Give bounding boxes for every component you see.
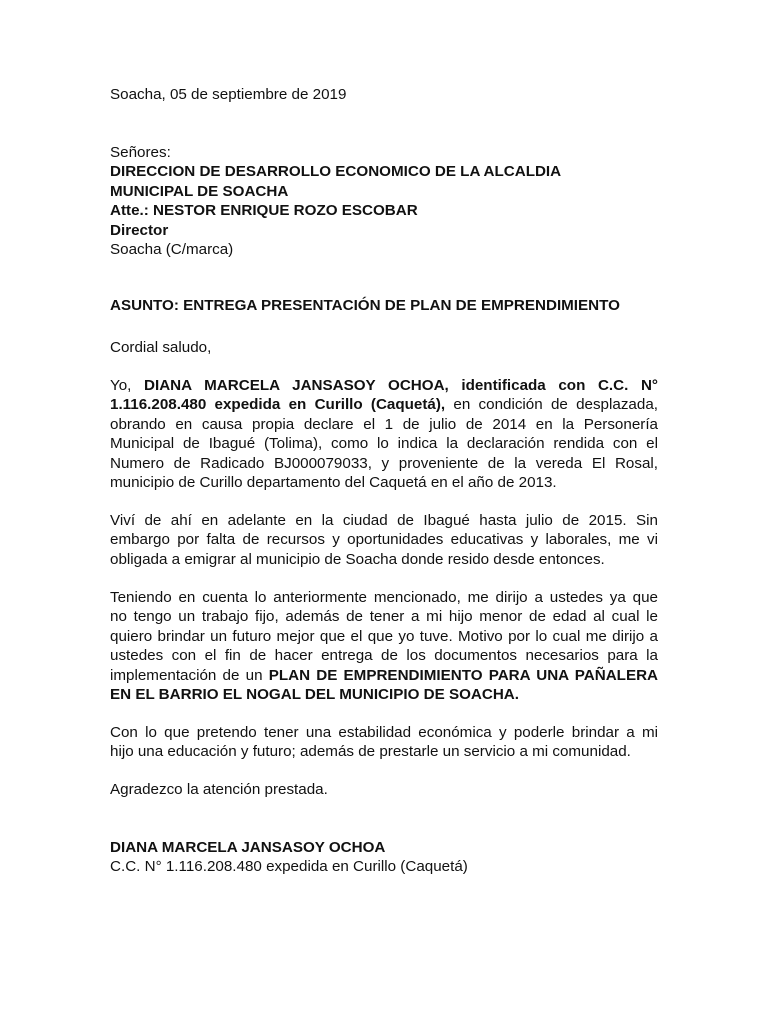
paragraph-1 (110, 376, 658, 492)
closing-line (110, 780, 658, 799)
p3-l5-bold: PLAN DE EMPRENDIMIENTO PARA UNA PAÑALERA (268, 666, 659, 684)
paragraph-3-line-6 (110, 685, 658, 704)
recipient-attention: Atte.: NESTOR ENRIQUE ROZO ESCOBAR (110, 202, 418, 220)
greeting-line (110, 338, 658, 357)
p1-l1-pre: Yo, (110, 377, 145, 394)
recipient-org-line2: MUNICIPAL DE SOACHA (110, 182, 289, 200)
paragraph-3 (110, 588, 658, 704)
signature-id: C.C. N° 1.116.208.480 expedida en Curillo (Caquetá) (110, 858, 468, 876)
paragraph-1-line-6: municipio de Curillo departamento del Caquetá en el año de 2013. (110, 474, 557, 492)
paragraph-1-line-4: Municipal de Ibagué (Tolima), como lo indica la declaración rendida con el (110, 435, 658, 453)
paragraph-4-line-2: hijo una educación y futuro; además de prestarle un servicio a mi comunidad. (110, 743, 631, 761)
paragraph-1-line-2 (110, 395, 658, 414)
recipient-role: Director (110, 221, 169, 239)
recipient-city: Soacha (C/marca) (110, 241, 234, 259)
subject-line (110, 296, 658, 315)
p3-l6-bold: EN EL BARRIO EL NOGAL DEL MUNICIPIO DE SOACHA. (110, 686, 519, 704)
paragraph-1-line-1 (110, 376, 658, 395)
date-line (110, 85, 658, 104)
paragraph-1-line-5: Numero de Radicado BJ000079033, y proveniente de la vereda El Rosal, (110, 454, 658, 472)
paragraph-3-line-1: Teniendo en cuenta lo anteriormente mencionado, me dirijo a ustedes ya que (110, 589, 658, 606)
p1-l2-post: en condición de desplazada, (445, 396, 658, 414)
paragraph-2 (110, 511, 658, 569)
closing-text: Agradezco la atención prestada. (110, 781, 328, 798)
signature-name: DIANA MARCELA JANSASOY OCHOA (110, 839, 386, 856)
recipient-org-line1: DIRECCION DE DESARROLLO ECONOMICO DE LA ALCALDIA (110, 163, 562, 181)
paragraph-3-line-5 (110, 666, 658, 685)
paragraph-2-line-3: obligada a emigrar al municipio de Soacha donde resido desde entonces. (110, 550, 605, 568)
p1-l2-bold: 1.116.208.480 expedida en Curillo (Caquetá), (110, 396, 446, 414)
paragraph-3-line-3: quiero brindar un futuro mejor que el que yo tuve. Motivo por lo cual me dirijo a (110, 627, 658, 645)
paragraph-3-line-2: no tengo un trabajo fijo, además de tener a mi hijo menor de edad al cual le (110, 608, 658, 626)
p3-l5-pre: implementación de un (110, 666, 269, 684)
paragraph-2-line-1: Viví de ahí en adelante en la ciudad de Ibagué hasta julio de 2015. Sin (110, 512, 658, 529)
paragraph-2-line-2: embargo por falta de recursos y oportunidades educativas y laborales, me vi (110, 531, 658, 549)
recipient-block (110, 143, 658, 259)
paragraph-3-line-4: ustedes con el fin de hacer entrega de los documentos necesarios para la (110, 647, 658, 665)
greeting-text: Cordial saludo, (110, 339, 212, 356)
date-text: Soacha, 05 de septiembre de 2019 (110, 86, 347, 103)
paragraph-4 (110, 723, 658, 762)
p1-l1-bold: DIANA MARCELA JANSASOY OCHOA, identificada con C.C. N° (144, 377, 658, 394)
recipient-salutation: Señores: (110, 144, 171, 161)
subject-text: ASUNTO: ENTREGA PRESENTACIÓN DE PLAN DE EMPRENDIMIENTO (110, 297, 620, 314)
paragraph-1-line-3: obrando en causa propia declare el 1 de julio de 2014 en la Personería (110, 415, 658, 433)
signature-block (110, 838, 658, 877)
paragraph-4-line-1: Con lo que pretendo tener una estabilidad económica y poderle brindar a mi (110, 724, 658, 741)
